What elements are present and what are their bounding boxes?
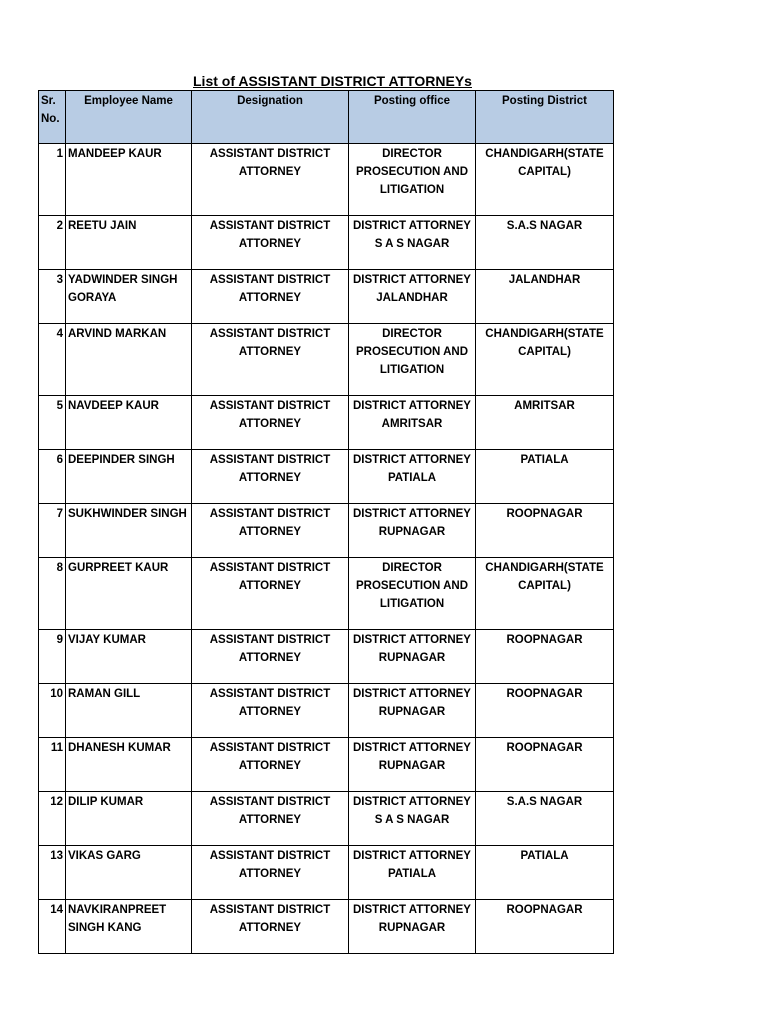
cell-employee-name: VIKAS GARG bbox=[66, 846, 192, 900]
cell-posting-district: AMRITSAR bbox=[476, 396, 614, 450]
cell-srno: 11 bbox=[39, 738, 66, 792]
cell-designation: ASSISTANT DISTRICT ATTORNEY bbox=[192, 450, 349, 504]
cell-designation: ASSISTANT DISTRICT ATTORNEY bbox=[192, 792, 349, 846]
cell-posting-office: DISTRICT ATTORNEY RUPNAGAR bbox=[349, 738, 476, 792]
cell-srno: 4 bbox=[39, 324, 66, 396]
cell-posting-district: ROOPNAGAR bbox=[476, 684, 614, 738]
cell-employee-name: NAVKIRANPREET SINGH KANG bbox=[66, 900, 192, 954]
attorney-table bbox=[38, 90, 614, 954]
cell-employee-name: RAMAN GILL bbox=[66, 684, 192, 738]
cell-posting-district: JALANDHAR bbox=[476, 270, 614, 324]
cell-employee-name: DEEPINDER SINGH bbox=[66, 450, 192, 504]
cell-posting-district: CHANDIGARH(STATE CAPITAL) bbox=[476, 144, 614, 216]
cell-posting-district: PATIALA bbox=[476, 846, 614, 900]
cell-srno: 3 bbox=[39, 270, 66, 324]
cell-posting-office: DISTRICT ATTORNEY RUPNAGAR bbox=[349, 684, 476, 738]
table-row bbox=[39, 216, 614, 270]
cell-srno: 10 bbox=[39, 684, 66, 738]
table-row bbox=[39, 450, 614, 504]
cell-srno: 14 bbox=[39, 900, 66, 954]
cell-posting-district: ROOPNAGAR bbox=[476, 504, 614, 558]
table-row bbox=[39, 144, 614, 216]
cell-employee-name: SUKHWINDER SINGH bbox=[66, 504, 192, 558]
table-row bbox=[39, 396, 614, 450]
cell-posting-district: ROOPNAGAR bbox=[476, 630, 614, 684]
cell-srno: 7 bbox=[39, 504, 66, 558]
table-row bbox=[39, 792, 614, 846]
cell-employee-name: REETU JAIN bbox=[66, 216, 192, 270]
cell-designation: ASSISTANT DISTRICT ATTORNEY bbox=[192, 630, 349, 684]
cell-srno: 2 bbox=[39, 216, 66, 270]
cell-designation: ASSISTANT DISTRICT ATTORNEY bbox=[192, 504, 349, 558]
cell-designation: ASSISTANT DISTRICT ATTORNEY bbox=[192, 396, 349, 450]
cell-posting-district: CHANDIGARH(STATE CAPITAL) bbox=[476, 324, 614, 396]
cell-srno: 5 bbox=[39, 396, 66, 450]
header-posting-office: Posting office bbox=[349, 91, 476, 144]
cell-posting-office: DISTRICT ATTORNEY RUPNAGAR bbox=[349, 630, 476, 684]
table-row bbox=[39, 738, 614, 792]
header-employee-name: Employee Name bbox=[66, 91, 192, 144]
table-row bbox=[39, 846, 614, 900]
cell-srno: 6 bbox=[39, 450, 66, 504]
cell-designation: ASSISTANT DISTRICT ATTORNEY bbox=[192, 900, 349, 954]
cell-srno: 13 bbox=[39, 846, 66, 900]
cell-designation: ASSISTANT DISTRICT ATTORNEY bbox=[192, 270, 349, 324]
table-header-row bbox=[39, 91, 614, 144]
cell-posting-office: DISTRICT ATTORNEY S A S NAGAR bbox=[349, 792, 476, 846]
cell-employee-name: NAVDEEP KAUR bbox=[66, 396, 192, 450]
cell-employee-name: GURPREET KAUR bbox=[66, 558, 192, 630]
cell-posting-district: S.A.S NAGAR bbox=[476, 216, 614, 270]
cell-designation: ASSISTANT DISTRICT ATTORNEY bbox=[192, 324, 349, 396]
cell-posting-office: DISTRICT ATTORNEY RUPNAGAR bbox=[349, 504, 476, 558]
cell-employee-name: DILIP KUMAR bbox=[66, 792, 192, 846]
cell-designation: ASSISTANT DISTRICT ATTORNEY bbox=[192, 144, 349, 216]
cell-employee-name: VIJAY KUMAR bbox=[66, 630, 192, 684]
cell-employee-name: ARVIND MARKAN bbox=[66, 324, 192, 396]
cell-designation: ASSISTANT DISTRICT ATTORNEY bbox=[192, 216, 349, 270]
cell-posting-office: DISTRICT ATTORNEY JALANDHAR bbox=[349, 270, 476, 324]
cell-posting-office: DISTRICT ATTORNEY PATIALA bbox=[349, 846, 476, 900]
cell-employee-name: MANDEEP KAUR bbox=[66, 144, 192, 216]
cell-srno: 12 bbox=[39, 792, 66, 846]
table-row bbox=[39, 558, 614, 630]
cell-posting-district: S.A.S NAGAR bbox=[476, 792, 614, 846]
table-row bbox=[39, 270, 614, 324]
cell-designation: ASSISTANT DISTRICT ATTORNEY bbox=[192, 846, 349, 900]
header-srno: Sr. No. bbox=[39, 91, 66, 144]
cell-srno: 8 bbox=[39, 558, 66, 630]
cell-posting-office: DISTRICT ATTORNEY RUPNAGAR bbox=[349, 900, 476, 954]
table-row bbox=[39, 504, 614, 558]
header-designation: Designation bbox=[192, 91, 349, 144]
cell-posting-office: DIRECTOR PROSECUTION AND LITIGATION bbox=[349, 558, 476, 630]
document-title: List of ASSISTANT DISTRICT ATTORNEYs bbox=[193, 73, 472, 89]
cell-srno: 1 bbox=[39, 144, 66, 216]
cell-designation: ASSISTANT DISTRICT ATTORNEY bbox=[192, 558, 349, 630]
cell-posting-office: DISTRICT ATTORNEY S A S NAGAR bbox=[349, 216, 476, 270]
cell-posting-office: DISTRICT ATTORNEY PATIALA bbox=[349, 450, 476, 504]
table-row bbox=[39, 900, 614, 954]
cell-posting-district: PATIALA bbox=[476, 450, 614, 504]
cell-posting-district: ROOPNAGAR bbox=[476, 900, 614, 954]
cell-posting-office: DIRECTOR PROSECUTION AND LITIGATION bbox=[349, 144, 476, 216]
cell-posting-district: CHANDIGARH(STATE CAPITAL) bbox=[476, 558, 614, 630]
cell-posting-office: DISTRICT ATTORNEY AMRITSAR bbox=[349, 396, 476, 450]
cell-designation: ASSISTANT DISTRICT ATTORNEY bbox=[192, 738, 349, 792]
table-row bbox=[39, 324, 614, 396]
table-row bbox=[39, 684, 614, 738]
cell-posting-district: ROOPNAGAR bbox=[476, 738, 614, 792]
cell-posting-office: DIRECTOR PROSECUTION AND LITIGATION bbox=[349, 324, 476, 396]
cell-designation: ASSISTANT DISTRICT ATTORNEY bbox=[192, 684, 349, 738]
cell-employee-name: DHANESH KUMAR bbox=[66, 738, 192, 792]
header-posting-district: Posting District bbox=[476, 91, 614, 144]
table-row bbox=[39, 630, 614, 684]
cell-employee-name: YADWINDER SINGH GORAYA bbox=[66, 270, 192, 324]
cell-srno: 9 bbox=[39, 630, 66, 684]
